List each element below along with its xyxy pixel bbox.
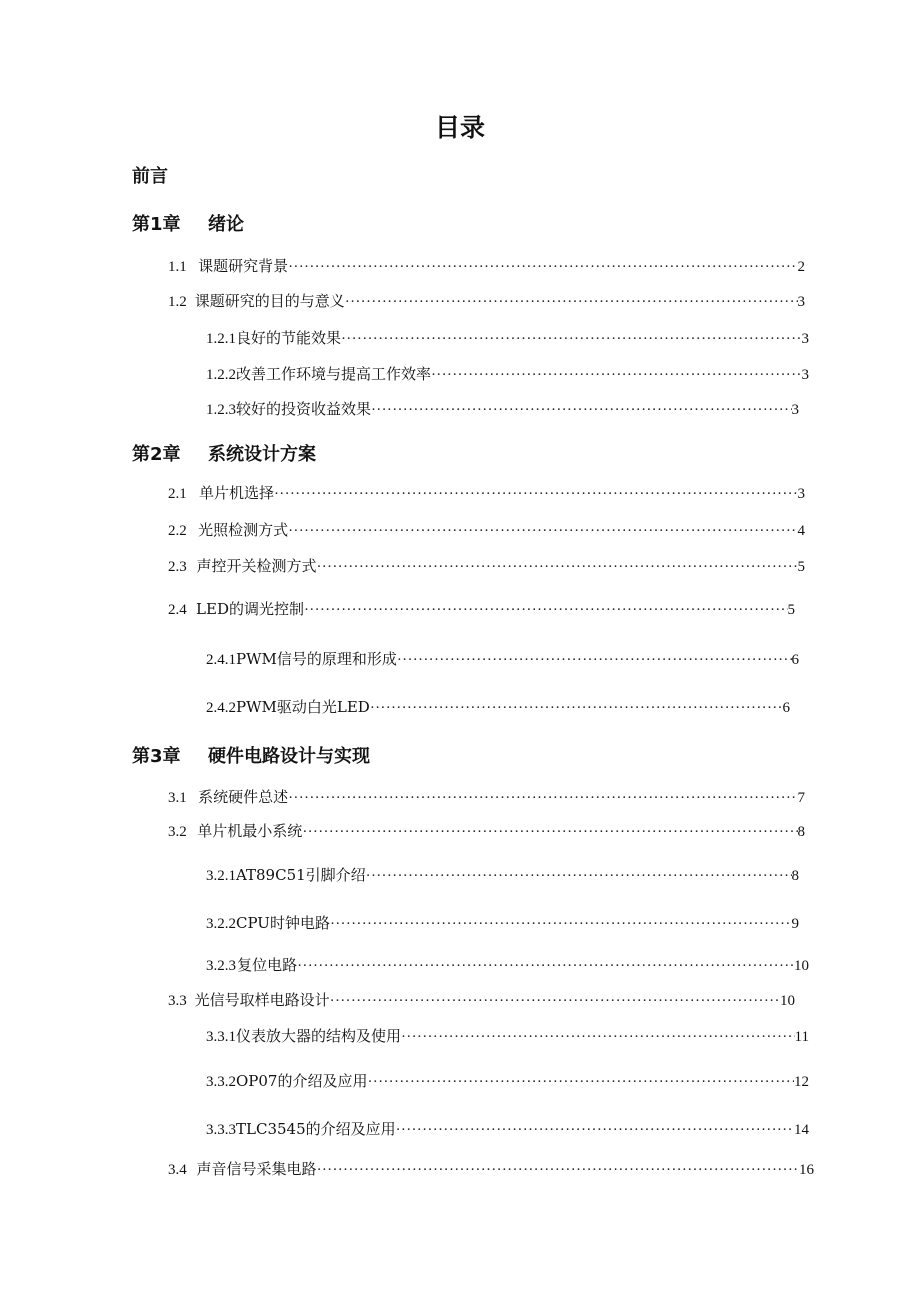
- entry-page: 9: [791, 916, 799, 932]
- toc-entry-3-3[interactable]: [168, 989, 795, 1010]
- chapter-title: 系统设计方案: [208, 444, 316, 465]
- toc-entry-2-2[interactable]: [168, 519, 805, 540]
- page-title: 目录: [434, 113, 485, 142]
- dot-leader: [431, 367, 801, 384]
- entry-number: 3.2.1: [206, 868, 236, 884]
- entry-number: 3.3.2: [206, 1074, 236, 1090]
- toc-entry-2-4-2[interactable]: [206, 696, 790, 717]
- entry-page: 6: [782, 700, 790, 716]
- entry-page: 2: [797, 259, 805, 275]
- entry-number: 1.2.3: [206, 402, 236, 418]
- entry-number: 3.1: [168, 790, 187, 806]
- entry-number: 2.4.1: [206, 652, 236, 668]
- entry-number: 2.2: [168, 523, 187, 539]
- toc-entry-3-2-2[interactable]: [206, 912, 799, 933]
- toc-entry-3-3-3[interactable]: [206, 1118, 809, 1139]
- entry-page: 4: [797, 523, 805, 539]
- toc-entry-1-2[interactable]: [168, 290, 805, 311]
- entry-title: PWM驱动白光LED: [236, 698, 370, 716]
- entry-page: 3: [797, 486, 805, 502]
- entry-page: 11: [794, 1029, 809, 1045]
- entry-page: 8: [791, 868, 799, 884]
- entry-title: 声控开关检测方式: [196, 557, 317, 575]
- entry-title: 良好的节能效果: [236, 329, 342, 347]
- entry-title: 复位电路: [237, 956, 298, 974]
- entry-page: 3: [797, 294, 805, 310]
- entry-title: 单片机最小系统: [197, 822, 303, 840]
- dot-leader: [397, 652, 792, 669]
- entry-page: 12: [794, 1074, 809, 1090]
- entry-page: 10: [780, 993, 795, 1009]
- toc-entry-3-2[interactable]: [168, 820, 805, 841]
- entry-title: OP07的介绍及应用: [236, 1072, 368, 1090]
- dot-leader: [345, 294, 798, 311]
- entry-title: PWM信号的原理和形成: [236, 650, 397, 668]
- dot-leader: [341, 331, 801, 348]
- entry-title: 课题研究背景: [198, 257, 289, 275]
- entry-page: 5: [797, 559, 805, 575]
- toc-preface[interactable]: 前言: [132, 166, 168, 187]
- entry-page: 3: [801, 331, 809, 347]
- entry-number: 3.2.3: [206, 958, 236, 974]
- dot-leader: [274, 486, 798, 503]
- toc-entry-1-2-1[interactable]: [206, 327, 809, 348]
- toc-entry-2-4-1[interactable]: [206, 648, 799, 669]
- dot-leader: [297, 958, 794, 975]
- dot-leader: [366, 868, 792, 885]
- chapter-number: 第2章: [132, 444, 181, 465]
- toc-chapter-1[interactable]: [132, 210, 244, 236]
- entry-title: 声音信号采集电路: [196, 1160, 317, 1178]
- entry-page: 14: [794, 1122, 809, 1138]
- entry-page: 7: [797, 790, 805, 806]
- entry-number: 1.2.1: [206, 331, 236, 347]
- toc-entry-3-4[interactable]: [168, 1158, 814, 1179]
- dot-leader: [288, 790, 797, 807]
- toc-entry-2-3[interactable]: [168, 555, 805, 576]
- toc-chapter-3[interactable]: [132, 742, 370, 768]
- entry-number: 2.3: [168, 559, 187, 575]
- dot-leader: [330, 993, 780, 1010]
- dot-leader: [304, 602, 788, 619]
- entry-title: 课题研究的目的与意义: [194, 292, 345, 310]
- dot-leader: [396, 1122, 794, 1139]
- entry-number: 1.2: [168, 294, 187, 310]
- entry-number: 3.3: [168, 993, 187, 1009]
- dot-leader: [288, 523, 797, 540]
- entry-title: TLC3545的介绍及应用: [236, 1120, 396, 1138]
- entry-number: 3.2.2: [206, 916, 236, 932]
- entry-number: 1.1: [168, 259, 187, 275]
- entry-page: 3: [791, 402, 799, 418]
- toc-entry-2-4[interactable]: [168, 598, 795, 619]
- toc-chapter-2[interactable]: [132, 440, 316, 466]
- entry-title: 光照检测方式: [198, 521, 289, 539]
- dot-leader: [288, 259, 797, 276]
- dot-leader: [371, 402, 791, 419]
- entry-title: 单片机选择: [198, 484, 274, 502]
- entry-page: 5: [787, 602, 795, 618]
- entry-title: CPU时钟电路: [236, 914, 330, 932]
- entry-page: 10: [794, 958, 809, 974]
- entry-title: LED的调光控制: [196, 600, 304, 618]
- toc-entry-3-3-1[interactable]: [206, 1025, 809, 1046]
- entry-title: 仪表放大器的结构及使用: [236, 1027, 402, 1045]
- entry-page: 6: [791, 652, 799, 668]
- entry-number: 2.4.2: [206, 700, 236, 716]
- toc-entry-1-1[interactable]: [168, 255, 805, 276]
- entry-number: 3.2: [168, 824, 187, 840]
- toc-entry-2-1[interactable]: [168, 482, 805, 503]
- entry-title: AT89C51引脚介绍: [236, 866, 366, 884]
- entry-number: 2.4: [168, 602, 187, 618]
- toc-entry-1-2-3[interactable]: [206, 398, 799, 419]
- chapter-title: 绪论: [208, 214, 244, 235]
- dot-leader: [317, 1162, 799, 1179]
- entry-title: 系统硬件总述: [198, 788, 289, 806]
- entry-number: 3.3.3: [206, 1122, 236, 1138]
- entry-number: 1.2.2: [206, 367, 236, 383]
- toc-entry-1-2-2[interactable]: [206, 363, 809, 384]
- entry-title: 光信号取样电路设计: [194, 991, 330, 1009]
- toc-entry-3-1[interactable]: [168, 786, 805, 807]
- entry-number: 2.1: [168, 486, 187, 502]
- chapter-number: 第1章: [132, 214, 181, 235]
- entry-page: 8: [797, 824, 805, 840]
- dot-leader: [330, 916, 792, 933]
- entry-title: 较好的投资收益效果: [236, 400, 372, 418]
- toc-entry-3-3-2[interactable]: [206, 1070, 809, 1091]
- entry-number: 3.4: [168, 1162, 187, 1178]
- entry-number: 3.3.1: [206, 1029, 236, 1045]
- dot-leader: [302, 824, 797, 841]
- entry-page: 3: [801, 367, 809, 383]
- toc-entry-3-2-3[interactable]: [206, 954, 809, 975]
- chapter-title: 硬件电路设计与实现: [208, 746, 370, 767]
- chapter-number: 第3章: [132, 746, 181, 767]
- entry-page: 16: [799, 1162, 814, 1178]
- dot-leader: [401, 1029, 795, 1046]
- dot-leader: [316, 559, 797, 576]
- toc-entry-3-2-1[interactable]: [206, 864, 799, 885]
- entry-title: 改善工作环境与提高工作效率: [236, 365, 432, 383]
- dot-leader: [367, 1074, 794, 1091]
- dot-leader: [370, 700, 783, 717]
